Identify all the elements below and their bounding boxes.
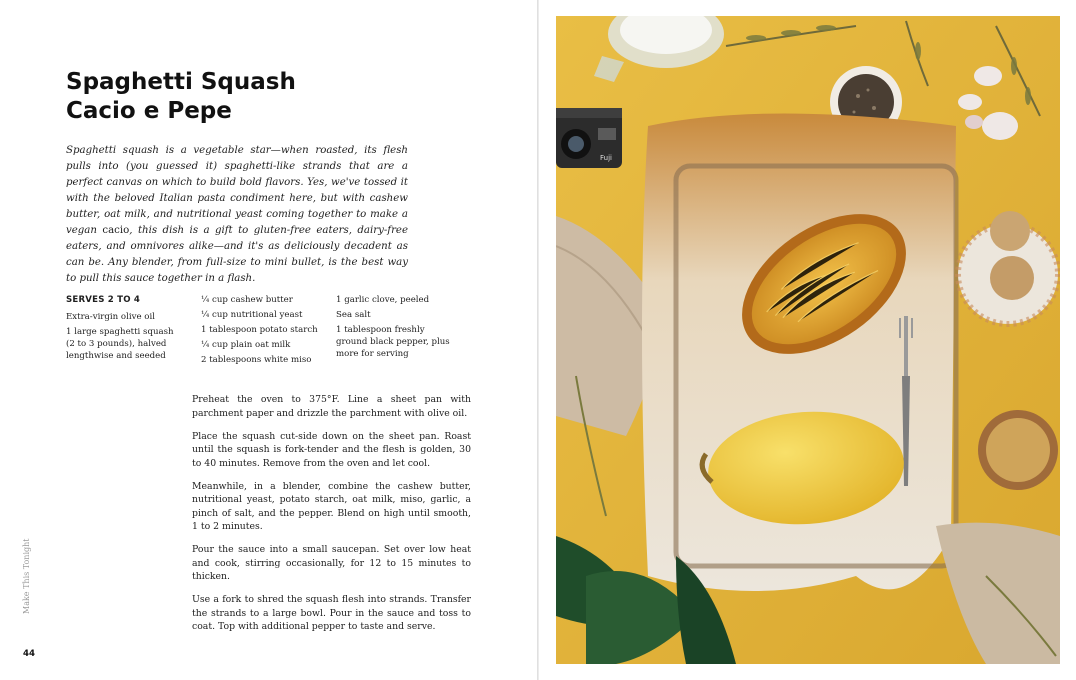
- page-number: 44: [23, 649, 35, 659]
- title-line-2: Cacio e Pepe: [66, 98, 232, 124]
- ingredient-item: ¼ cup plain oat milk: [201, 340, 291, 350]
- camera: [556, 108, 622, 168]
- yeast-bowl: [978, 410, 1058, 490]
- method-steps: [192, 393, 471, 643]
- method-step: Use a fork to shred the squash flesh into strands. Transfer the strands to a large bowl. Pour in the sauce and toss to coat. Top with additional pepper to taste and serve.: [192, 594, 471, 632]
- serves-label: SERVES 2 TO 4: [66, 295, 141, 305]
- ingredient-item: ¼ cup cashew butter: [201, 295, 293, 305]
- ingredient-item: 1 large spaghetti squash (2 to 3 pounds), halved lengthwise and seeded: [66, 327, 174, 361]
- recipe-title: [66, 68, 386, 126]
- intro-text-2: , this dish is a gift to gluten-free eaters, dairy-free eaters, and omnivores alike—and it's as deliciously decadent as can be. Any blender, from full-size to mini bullet, is the best way to pull this sauce together in a flash.: [66, 225, 408, 284]
- ingredient-item: 1 tablespoon freshly ground black pepper, plus more for serving: [336, 325, 450, 359]
- method-step: Meanwhile, in a blender, combine the cashew butter, nutritional yeast, potato starch, oat milk, miso, garlic, a pinch of salt, and the pepper. Blend on high until smooth, 1 to 2 minutes.: [192, 480, 471, 532]
- ingredient-item: 2 tablespoons white miso: [201, 355, 312, 365]
- camera-brand-label: Fuji: [600, 154, 612, 162]
- ingredients-column-1: [66, 294, 178, 365]
- method-step: Pour the sauce into a small saucepan. Set over low heat and cook, stirring occasionally, for 12 to 15 minutes to thicken.: [192, 544, 471, 582]
- ingredients-column-3: [336, 294, 456, 363]
- ingredient-item: 1 tablespoon potato starch: [201, 325, 318, 335]
- ingredient-item: ¼ cup nutritional yeast: [201, 310, 303, 320]
- ingredient-item: Extra-virgin olive oil: [66, 312, 155, 322]
- title-line-1: Spaghetti Squash: [66, 69, 296, 95]
- running-head: Make This Tonight: [22, 538, 31, 614]
- left-page: [0, 0, 537, 680]
- ingredient-item: 1 garlic clove, peeled: [336, 295, 430, 305]
- ingredient-item: Sea salt: [336, 310, 371, 320]
- intro-cacio: cacio: [102, 225, 130, 236]
- recipe-photo: [556, 16, 1060, 664]
- recipe-intro: [66, 143, 408, 287]
- method-step: Preheat the oven to 375°F. Line a sheet pan with parchment paper and drizzle the parchment with olive oil.: [192, 394, 471, 419]
- method-step: Place the squash cut-side down on the sheet pan. Roast until the squash is fork-tender and the flesh is golden, 30 to 40 minutes. Remove from the oven and let cool.: [192, 430, 471, 469]
- intro-text-1: Spaghetti squash is a vegetable star—when roasted, its flesh pulls into (you guessed it) spaghetti-like strands that are a perfect canvas on which to build bold flavors. Yes, we've tossed it with the beloved Italian pasta condiment here, but with cashew butter, oat milk, and nutritional yeast coming together to make a vegan: [66, 145, 408, 236]
- ingredients-column-2: [201, 294, 321, 369]
